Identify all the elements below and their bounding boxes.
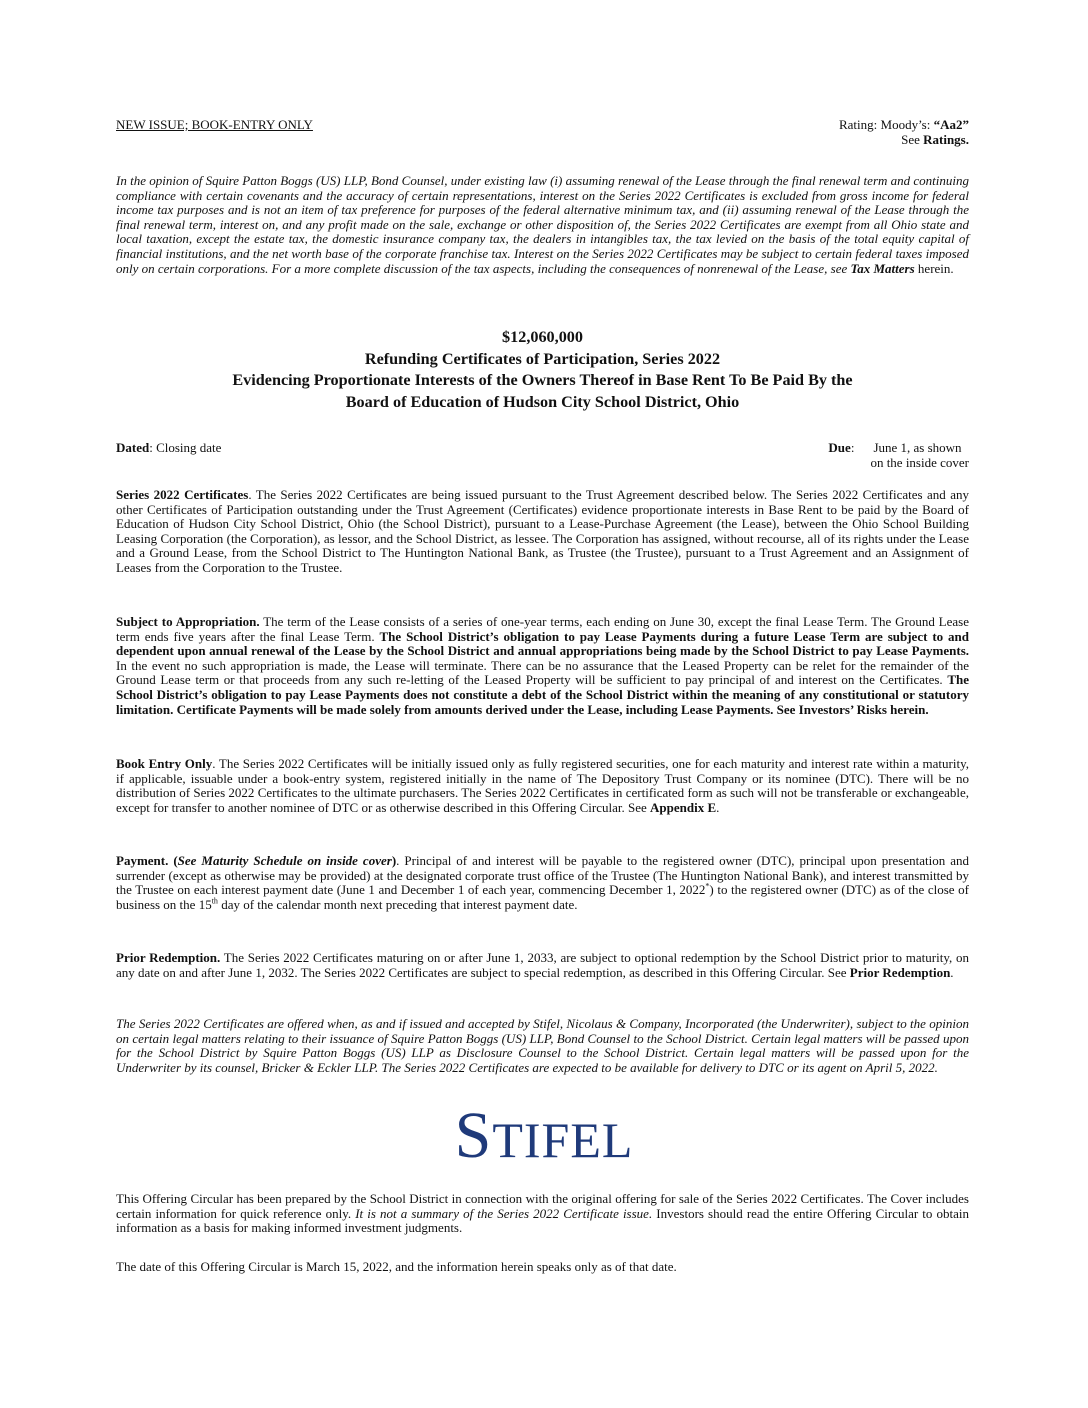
section-prior-redemption: Prior Redemption. The Series 2022 Certificates maturing on or after June 1, 2033, are subject to optional redemption by the School District prior to maturity, on any date on and after June 1, 2032. The Series 2022 Certificates are subject to special redemption, as described in this Offering Circular. See Prior Redemption. (116, 950, 970, 980)
rating-value: “Aa2” (933, 117, 969, 132)
tax-opinion: In the opinion of Squire Patton Boggs (US) LLP, Bond Counsel, under existing law (i) assuming renewal of the Lease through the final renewal term and continuing compliance with certain covenants and the accuracy of certain representations, interest on the Series 2022 Certificates is excluded from gross income for federal income tax purposes and is not an item of tax preference for purposes of the federal alternative minimum tax, and (ii) assuming renewal of the Lease through the final renewal term, interest on, and any profit made on the sale, exchange or other disposition of, the Series 2022 Certificates are exempt from all Ohio state and local taxation, except the estate tax, the domestic insurance company tax, the dealers in intangibles tax, the tax levied on the basis of the total equity capital of financial institutions, and the net worth base of the corporate franchise tax. Interest on the Series 2022 Certificates may be subject to certain federal taxes imposed only on certain corporations. For a more complete discussion of the tax aspects, including the consequences of nonrenewal of the Lease, see Tax Matters herein. (116, 173, 969, 276)
see-ratings-line: See Ratings. (901, 131, 969, 147)
principal-amount: $12,060,000 (502, 328, 583, 346)
title-line-3: Board of Education of Hudson City School District, Ohio (345, 392, 740, 411)
tax-matters-reference: Tax Matters (850, 260, 915, 276)
section-series-certificates: Series 2022 Certificates. The Series 2022 Certificates are being issued pursuant to the Trust Agreement described below. The Series 2022 Certificates and any other Certificates of Participation outstanding under the Trust Agreement (Certificates) evidence proportionate interests in Base Rent to be paid by the Board of Education of Hudson City School District, Ohio (the School District), pursuant to a Lease-Purchase Agreement (the Lease), between the Ohio School Building Leasing Corporation (the Corporation), as lessor, and the School District, as lessee. The Corporation has assigned, without recourse, all of its rights under the Lease and a Ground Lease, from the School District to The Huntington National Bank, as Trustee (the Trustee), pursuant to a Trust Agreement and an Assignment of Leases from the Corporation to the Trustee. (116, 487, 969, 575)
section-heading: Payment. (See Maturity Schedule on inside cover) (116, 853, 397, 868)
section-heading: Subject to Appropriation. (116, 614, 260, 629)
issue-type: NEW ISSUE; BOOK-ENTRY ONLY (116, 117, 313, 132)
dates-row (116, 441, 969, 470)
due: Due: June 1, as shown on the inside cover (828, 440, 969, 470)
title-line-2: Evidencing Proportionate Interests of the Owners Thereof in Base Rent To Be Paid By the (232, 371, 853, 389)
rating-block (839, 118, 969, 147)
prior-redemption-reference: Prior Redemption (849, 964, 951, 980)
ratings-reference: Ratings. (923, 131, 969, 147)
due-line-2: on the inside cover (870, 454, 969, 470)
section-appropriation: Subject to Appropriation. The term of the Lease consists of a series of one-year terms, each ending on June 30, except the final Lease Term. The Ground Lease term ends five years after the final Lease Term. The School District’s obligation to pay Lease Payments during a future Lease Term are subject to and dependent upon annual renewal of the Lease by the School District and annual appropriations being made by the School District to pay Lease Payments. In the event no such appropriation is made, the Lease will terminate. There can be no assurance that the Leased Property can be relet for the remainder of the Ground Lease term or that proceeds from any such re-letting of the Leased Property will be sufficient to pay principal of and interest on the Certificates. The School District’s obligation to pay Lease Payments does not constitute a debt of the School District within the meaning of any constitutional or statutory limitation. Certificate Payments will be made solely from amounts derived under the Lease, including Lease Payments. See Investors’ Risks herein. (116, 614, 970, 717)
section-heading: Prior Redemption. (116, 950, 221, 965)
appendix-e-reference: Appendix E (650, 799, 717, 815)
section-heading: Book Entry Only (116, 756, 213, 771)
stifel-logo: STIFEL (454, 1099, 634, 1172)
header (116, 118, 969, 147)
due-line-1: June 1, as shown (873, 440, 962, 455)
section-payment: Payment. (See Maturity Schedule on inside cover). Principal of and interest will be payable to the registered owner (DTC), principal upon presentation and surrender (except as otherwise may be provided) at the designated corporate trust office of the Trustee (The Huntington National Bank), and interest transmitted by the Trustee on each interest payment date (June 1 and December 1 of each year, commencing December 1, 2022*) to the registered owner (DTC) as of the close of business on the 15th day of the calendar month next preceding that interest payment date. (116, 853, 969, 912)
circular-disclaimer: This Offering Circular has been prepared by the School District in connection with the original offering for sale of the Series 2022 Certificates. The Cover includes certain information for quick reference only. It is not a summary of the Series 2022 Certificate issue. Investors should read the entire Offering Circular to obtain information as a basis for making informed investment judgments. (116, 1191, 969, 1236)
section-offering: The Series 2022 Certificates are offered when, as and if issued and accepted by Stifel, Nicolaus & Company, Incorporated (the Underwriter), subject to the opinion on certain legal matters relating to their issuance of Squire Patton Boggs (US) LLP, Bond Counsel to the School District. Certain legal matters will be passed upon for the School District by Squire Patton Boggs (US) LLP as Disclosure Counsel to the School District. Certain legal matters will be passed upon for the Underwriter by its counsel, Bricker & Eckler LLP. The Series 2022 Certificates are expected to be available for delivery to DTC or its agent on April 5, 2022. (116, 1016, 969, 1075)
circular-date: The date of this Offering Circular is March 15, 2022, and the information herein speaks only as of that date. (116, 1259, 677, 1274)
title-block (116, 327, 969, 413)
dated: Dated: Closing date (116, 440, 222, 455)
section-book-entry: Book Entry Only. The Series 2022 Certificates will be initially issued only as fully registered securities, one for each maturity and interest rate within a maturity, if applicable, issuable under a book-entry system, registered initially in the name of The Depository Trust Company or its nominee (DTC). There will be no distribution of Series 2022 Certificates to the ultimate purchasers. The Series 2022 Certificates in certificated form as such will not be transferable or exchangeable, except for transfer to another nominee of DTC or as otherwise described in this Offering Circular. See Appendix E. (116, 756, 969, 815)
rating-line: Rating: Moody’s: “Aa2” (838, 117, 969, 132)
title-line-1: Refunding Certificates of Participation, Series 2022 (364, 349, 721, 368)
section-heading: Series 2022 Certificates (116, 487, 249, 502)
